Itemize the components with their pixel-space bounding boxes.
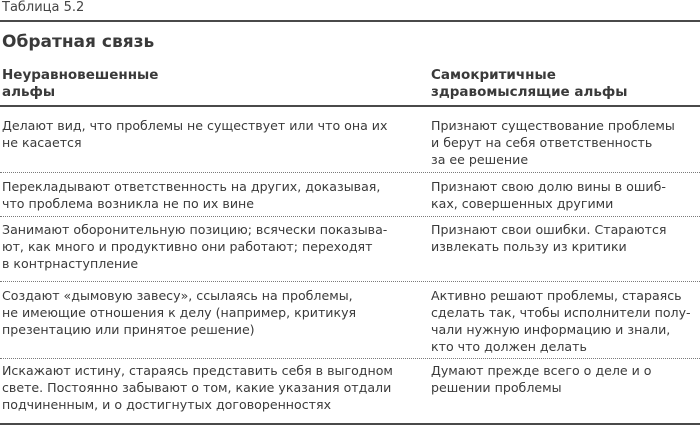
row-5-right-cell: Думают прежде всего о деле и о решении проблемы <box>431 363 652 395</box>
top-rule <box>0 20 700 22</box>
row-2-left-cell: Перекладывают ответственность на других, доказывая, что проблема возникла не по их вине <box>2 179 381 211</box>
column-header-selfcritical-alphas: Самокритичные здравомыслящие альфы <box>431 67 628 100</box>
row-5-left-cell: Искажают истину, стараясь представить себя в выгодном свете. Постоянно забывают о том, какие указания отдали подчиненным, и о достигнутых договоренностях <box>2 363 393 412</box>
row-divider <box>0 216 700 217</box>
column-header-unbalanced-alphas: Неуравновешенные альфы <box>2 67 159 100</box>
row-1-left-cell: Делают вид, что проблемы не существует или что она их не касается <box>2 118 388 150</box>
row-divider <box>0 281 700 282</box>
table-title: Обратная связь <box>2 32 155 52</box>
row-divider <box>0 172 700 173</box>
row-3-left-cell: Занимают оборонительную позицию; всячески показыва- ют, как много и продуктивно они работают; переходят в контрнаступление <box>2 222 388 271</box>
row-4-left-cell: Создают «дымовую завесу», ссылаясь на проблемы, не имеющие отношения к делу (например, критикуя презентацию или принятое решение) <box>2 288 357 337</box>
row-1-right-cell: Признают существование проблемы и берут на себя ответственность за ее решение <box>431 118 675 167</box>
row-4-right-cell: Активно решают проблемы, стараясь сделать так, чтобы исполнители полу- чали нужную информацию и знали, кто что должен делать <box>431 288 691 354</box>
header-rule <box>0 105 700 107</box>
row-2-right-cell: Признают свою долю вины в ошиб- ках, совершенных другими <box>431 179 666 211</box>
row-3-right-cell: Признают свои ошибки. Стараются извлекать пользу из критики <box>431 222 667 254</box>
bottom-rule <box>0 423 700 425</box>
row-divider <box>0 358 700 359</box>
table-number-label: Таблица 5.2 <box>2 0 85 15</box>
